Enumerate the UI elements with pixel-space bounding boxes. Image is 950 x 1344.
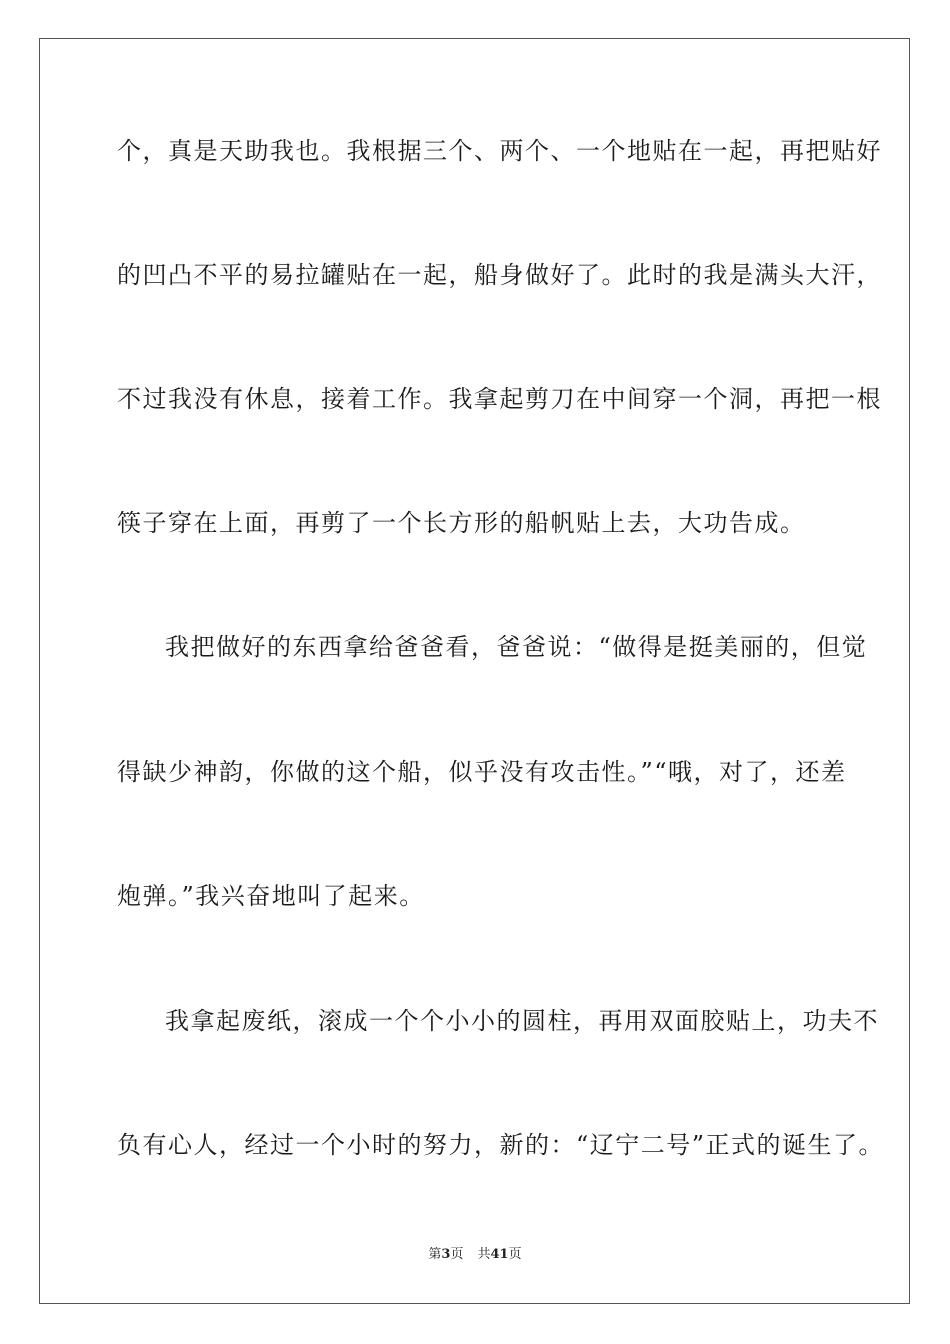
page-border	[39, 38, 910, 1304]
page-footer	[0, 1246, 950, 1264]
body-line-1: 个，真是天助我也。我根据三个、两个、一个地贴在一起，再把贴好	[117, 137, 882, 165]
total-pages-number: 41	[490, 1247, 509, 1262]
body-line-9: 负有心人，经过一个小时的努力，新的：“辽宁二号”正式的诞生了。	[117, 1131, 885, 1159]
total-label-prefix: 共	[477, 1247, 491, 1262]
current-page-number: 3	[441, 1247, 451, 1262]
body-line-3: 不过我没有休息，接着工作。我拿起剪刀在中间穿一个洞，再把一根	[117, 385, 882, 413]
body-line-8: 我拿起废纸，滚成一个个小小的圆柱，再用双面胶贴上，功夫不	[165, 1007, 879, 1035]
body-line-5: 我把做好的东西拿给爸爸看，爸爸说：“做得是挺美丽的，但觉	[165, 633, 868, 661]
body-line-7: 炮弹。”我兴奋地叫了起来。	[117, 882, 425, 910]
body-line-6: 得缺少神韵，你做的这个船，似乎没有攻击性。”“哦，对了，还差	[117, 758, 847, 786]
total-label-suffix: 页	[508, 1247, 522, 1262]
page-label-prefix: 第	[428, 1247, 442, 1262]
body-line-2: 的凹凸不平的易拉罐贴在一起，船身做好了。此时的我是满头大汗，	[117, 261, 882, 289]
body-line-4: 筷子穿在上面，再剪了一个长方形的船帆贴上去，大功告成。	[117, 509, 806, 537]
page-label-suffix: 页	[450, 1247, 464, 1262]
